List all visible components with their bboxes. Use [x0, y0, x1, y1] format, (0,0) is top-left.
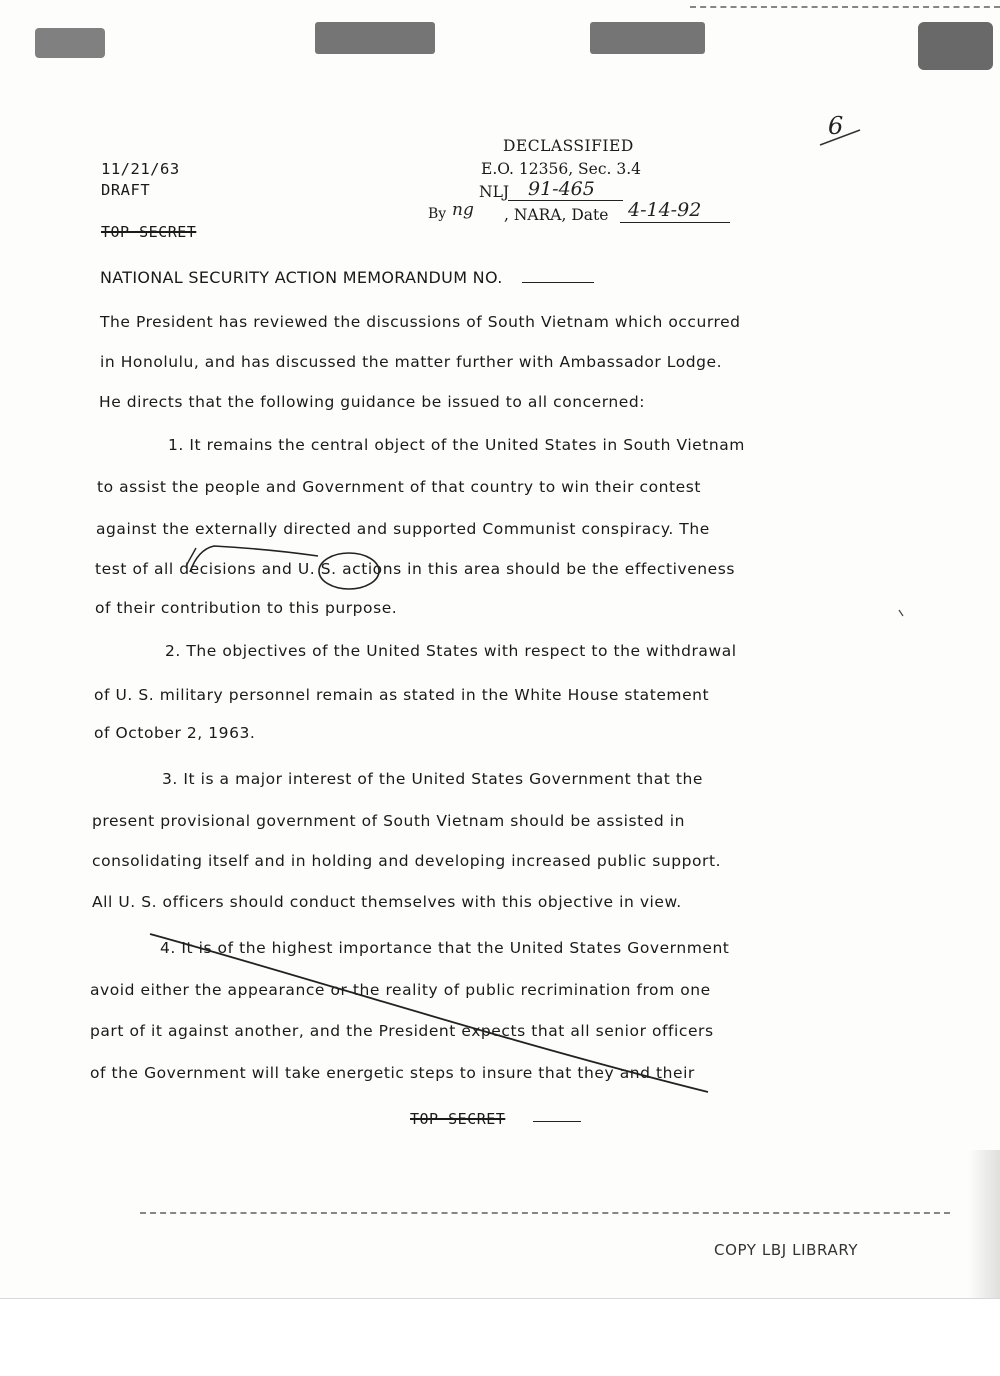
memo-line: consolidating itself and in holding and developing increased public support. [92, 852, 722, 870]
library-stamp: COPY LBJ LIBRARY [714, 1241, 859, 1259]
classification-top: TOP SECRET [101, 223, 197, 241]
memo-line: The President has reviewed the discussions of South Vietnam which occurred [100, 313, 741, 331]
memo-title-text: NATIONAL SECURITY ACTION MEMORANDUM NO. [100, 268, 503, 287]
declassified-nlj-label: NLJ [479, 183, 510, 201]
classification-bottom: TOP SECRET [410, 1110, 506, 1128]
memo-line: part of it against another, and the President expects that all senior officers [90, 1022, 714, 1040]
declassified-by-label: By [428, 206, 447, 222]
memo-date: 11/21/63 [101, 160, 180, 178]
memo-line: against the externally directed and supported Communist conspiracy. The [96, 520, 710, 538]
right-edge-shadow [968, 1150, 1000, 1298]
declassified-nara: , NARA, Date [504, 206, 609, 224]
declassified-nlj-value: 91-465 [528, 178, 595, 200]
declassified-by-value: ng [452, 200, 474, 220]
memo-line: test of all decisions and U. S. actions in this area should be the effectiveness [95, 560, 735, 578]
classification-bottom-tail [533, 1121, 581, 1122]
memo-line: of the Government will take energetic steps to insure that they and their [90, 1064, 695, 1082]
memo-line: 4. It is of the highest importance that the United States Government [160, 939, 730, 957]
scan-margin-bottom [0, 1298, 1000, 1376]
memo-line: of U. S. military personnel remain as stated in the White House statement [94, 686, 710, 704]
memo-line: to assist the people and Government of that country to win their contest [97, 478, 701, 496]
memo-line: 1. It remains the central object of the United States in South Vietnam [168, 436, 745, 454]
memo-line: of October 2, 1963. [94, 724, 256, 742]
memo-line: of their contribution to this purpose. [95, 599, 398, 617]
declassified-date-value: 4-14-92 [628, 199, 702, 221]
memo-line: 2. The objectives of the United States with respect to the withdrawal [165, 642, 737, 660]
memo-line: present provisional government of South Vietnam should be assisted in [92, 812, 685, 830]
memo-line: in Honolulu, and has discussed the matter further with Ambassador Lodge. [100, 353, 723, 371]
declassified-eo: E.O. 12356, Sec. 3.4 [481, 160, 642, 178]
memo-line: All U. S. officers should conduct themselves with this objective in view. [92, 893, 682, 911]
page-number-handwritten: 6 [828, 112, 844, 140]
memo-line: He directs that the following guidance be issued to all concerned: [99, 393, 646, 411]
declassified-title: DECLASSIFIED [503, 137, 634, 155]
memo-line: 3. It is a major interest of the United States Government that the [162, 770, 703, 788]
draft-label: DRAFT [101, 181, 151, 199]
memo-line: avoid either the appearance or the reality of public recrimination from one [90, 981, 711, 999]
bottom-scan-rule [140, 1212, 950, 1214]
